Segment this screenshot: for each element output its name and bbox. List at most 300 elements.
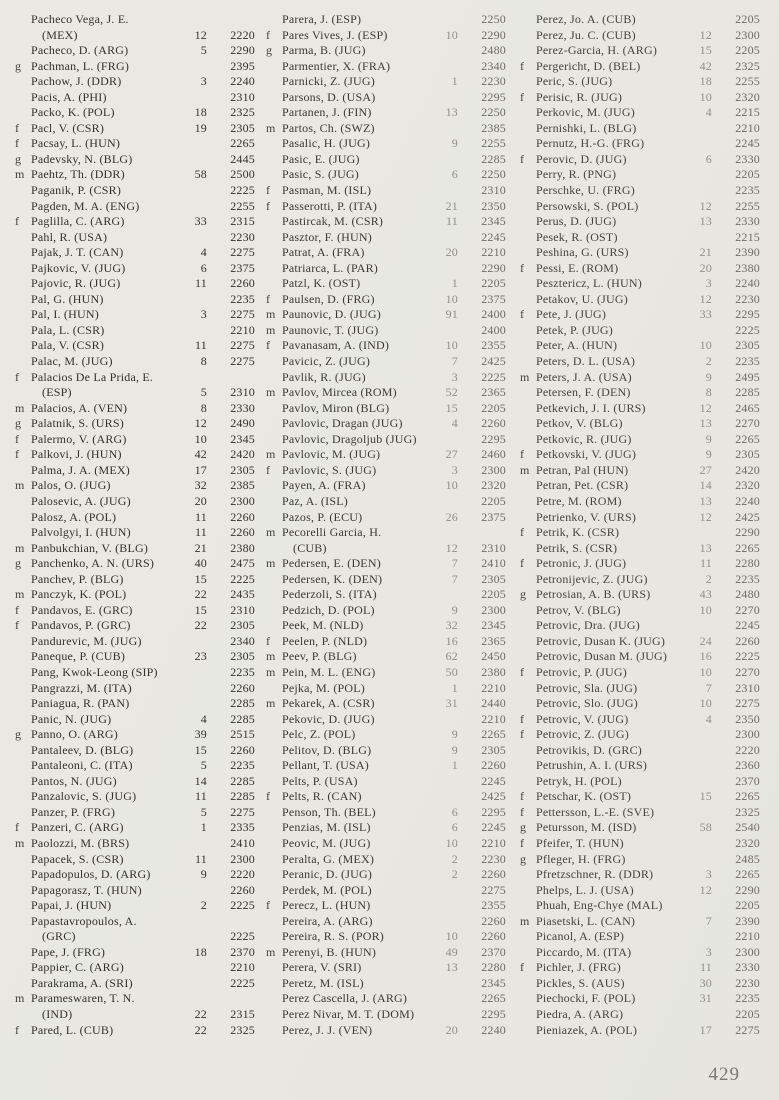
- rating-list-row: [15, 634, 255, 650]
- player-name: Pantaleev, D. (BLG): [31, 742, 134, 757]
- title-prefix: g: [15, 416, 22, 431]
- rating-list-row: [15, 541, 255, 557]
- player-name: Peric, S. (JUG): [536, 74, 613, 89]
- elo-rating: 2310: [230, 385, 255, 400]
- rating-list-row: [520, 12, 760, 28]
- elo-rating: 2320: [735, 835, 760, 850]
- elo-rating: 2410: [230, 835, 255, 850]
- rating-list-row: [15, 820, 255, 836]
- title-prefix: m: [266, 385, 276, 400]
- elo-rating: 2305: [735, 447, 760, 462]
- title-prefix: g: [15, 151, 22, 166]
- rating-list-row: [266, 618, 506, 634]
- elo-rating: 2270: [735, 416, 760, 431]
- elo-rating: 2540: [735, 820, 760, 835]
- rating-list-row: [520, 556, 760, 572]
- games-count: 3: [200, 307, 207, 322]
- elo-rating: 2255: [735, 198, 760, 213]
- games-count: 21: [699, 245, 712, 260]
- rating-list-row: [15, 478, 255, 494]
- elo-rating: 2275: [230, 307, 255, 322]
- player-name: Passerotti, P. (ITA): [282, 198, 378, 213]
- elo-rating: 2485: [735, 851, 760, 866]
- player-name: Petrik, K. (CSR): [536, 525, 620, 540]
- player-name: Pelts, P. (USA): [282, 773, 358, 788]
- games-count: 15: [699, 43, 712, 58]
- rating-list-row: [520, 261, 760, 277]
- rating-list-row: [15, 727, 255, 743]
- elo-rating: 2290: [481, 260, 506, 275]
- rating-list-row: [15, 774, 255, 790]
- elo-rating: 2425: [481, 354, 506, 369]
- elo-rating: 2260: [230, 680, 255, 695]
- rating-list-column-2: [266, 12, 506, 1038]
- rating-list-row: [520, 370, 760, 386]
- games-count: 40: [194, 556, 207, 571]
- player-name: Pfleger, H. (FRG): [536, 851, 626, 866]
- rating-list-row: [266, 401, 506, 417]
- games-count: 91: [445, 307, 458, 322]
- games-count: 9: [200, 867, 207, 882]
- player-name: Pessi, E. (ROM): [536, 260, 619, 275]
- player-name: Paniagua, R. (PAN): [31, 696, 130, 711]
- games-count: 10: [445, 291, 458, 306]
- rating-list-row: [520, 230, 760, 246]
- player-name: Pavlov, Miron (BLG): [282, 400, 390, 415]
- title-prefix: m: [266, 447, 276, 462]
- rating-list-row: [15, 74, 255, 90]
- games-count: 16: [699, 649, 712, 664]
- player-name: Perez-Garcia, H. (ARG): [536, 43, 658, 58]
- elo-rating: 2500: [230, 167, 255, 182]
- player-name: Pantaleoni, C. (ITA): [31, 758, 133, 773]
- elo-rating: 2260: [481, 929, 506, 944]
- rating-list-row: [520, 121, 760, 137]
- rating-list-row: [266, 338, 506, 354]
- rating-list-row: [15, 28, 255, 44]
- games-count: 9: [451, 136, 458, 151]
- title-prefix: m: [266, 525, 276, 540]
- rating-list-row: [266, 587, 506, 603]
- title-prefix: m: [520, 369, 530, 384]
- rating-list-row: [15, 136, 255, 152]
- elo-rating: 2310: [230, 602, 255, 617]
- elo-rating: 2370: [230, 944, 255, 959]
- elo-rating: 2440: [481, 696, 506, 711]
- elo-rating: 2265: [230, 136, 255, 151]
- player-name: Papadopulos, D. (ARG): [31, 867, 151, 882]
- games-count: 4: [200, 245, 207, 260]
- rating-list-row: [266, 603, 506, 619]
- elo-rating: 2260: [735, 633, 760, 648]
- games-count: 11: [700, 556, 712, 571]
- rating-list-row: [15, 789, 255, 805]
- title-prefix: f: [266, 198, 271, 213]
- elo-rating: 2245: [481, 229, 506, 244]
- rating-list-row: [266, 478, 506, 494]
- elo-rating: 2255: [735, 74, 760, 89]
- elo-rating: 2400: [481, 322, 506, 337]
- rating-list-row: [15, 323, 255, 339]
- elo-rating: 2260: [481, 913, 506, 928]
- player-name: Pelts, R. (CAN): [282, 789, 362, 804]
- elo-rating: 2275: [230, 245, 255, 260]
- player-name: Pacsay, L. (HUN): [31, 136, 121, 151]
- player-name: Panzer, P. (FRG): [31, 804, 116, 819]
- rating-list-row: [266, 370, 506, 386]
- games-count: 10: [194, 431, 207, 446]
- player-name: Petkovic, R. (JUG): [536, 431, 632, 446]
- title-prefix: f: [520, 664, 525, 679]
- title-prefix: m: [266, 649, 276, 664]
- games-count: 43: [699, 587, 712, 602]
- games-count: 12: [194, 416, 207, 431]
- elo-rating: 2245: [481, 820, 506, 835]
- rating-list-row: [15, 929, 255, 945]
- rating-list-row: [15, 883, 255, 899]
- games-count: 17: [699, 1022, 712, 1037]
- rating-list-row: [266, 385, 506, 401]
- player-name: Pasalic, H. (JUG): [282, 136, 371, 151]
- player-name: Perovic, D. (JUG): [536, 151, 627, 166]
- elo-rating: 2325: [230, 1022, 255, 1037]
- title-prefix: f: [520, 307, 525, 322]
- title-prefix: m: [15, 991, 25, 1006]
- elo-rating: 2390: [735, 913, 760, 928]
- games-count: 50: [445, 664, 458, 679]
- player-name: Pavlov, Mircea (ROM): [282, 385, 397, 400]
- elo-rating: 2410: [481, 556, 506, 571]
- player-name: Pelc, Z. (POL): [282, 727, 356, 742]
- elo-rating: 2350: [735, 711, 760, 726]
- title-prefix: m: [266, 944, 276, 959]
- games-count: 6: [200, 260, 207, 275]
- games-count: 7: [451, 354, 458, 369]
- player-name: Pazos, P. (ECU): [282, 509, 363, 524]
- games-count: 10: [445, 27, 458, 42]
- player-name: Pavlovic, M. (JUG): [282, 447, 381, 462]
- rating-list-row: [266, 354, 506, 370]
- player-name: Pete, J. (JUG): [536, 307, 607, 322]
- games-count: 22: [194, 587, 207, 602]
- player-name: Parsons, D. (USA): [282, 89, 376, 104]
- rating-list-row: [15, 572, 255, 588]
- rating-list-row: [520, 354, 760, 370]
- elo-rating: 2325: [735, 58, 760, 73]
- elo-rating: 2275: [735, 1022, 760, 1037]
- games-count: 32: [445, 618, 458, 633]
- player-name: Pal, I. (HUN): [31, 307, 99, 322]
- elo-rating: 2515: [230, 727, 255, 742]
- player-name: Pickles, S. (AUS): [536, 975, 625, 990]
- elo-rating: 2285: [230, 773, 255, 788]
- rating-list-row: [520, 478, 760, 494]
- games-count: 6: [451, 167, 458, 182]
- elo-rating: 2460: [481, 447, 506, 462]
- elo-rating: 2375: [481, 509, 506, 524]
- elo-rating: 2265: [735, 867, 760, 882]
- games-count: 18: [194, 944, 207, 959]
- rating-list-row: [15, 199, 255, 215]
- rating-list-row: [15, 665, 255, 681]
- rating-list-row: [15, 1023, 255, 1039]
- elo-rating: 2260: [481, 867, 506, 882]
- games-count: 7: [705, 913, 712, 928]
- elo-rating: 2210: [481, 245, 506, 260]
- player-name: Picanol, A. (ESP): [536, 929, 625, 944]
- elo-rating: 2210: [230, 322, 255, 337]
- elo-rating: 2330: [230, 400, 255, 415]
- rating-list-row: [266, 945, 506, 961]
- elo-rating: 2295: [481, 1007, 506, 1021]
- elo-rating: 2205: [481, 276, 506, 291]
- elo-rating: 2205: [735, 12, 760, 26]
- rating-list-row: [266, 758, 506, 774]
- elo-rating: 2210: [230, 960, 255, 975]
- rating-list-row: [266, 774, 506, 790]
- player-name: Parera, J. (ESP): [282, 12, 362, 26]
- rating-list-row: [520, 665, 760, 681]
- rating-list-row: [15, 43, 255, 59]
- elo-rating: 2225: [230, 898, 255, 913]
- elo-rating: 2210: [735, 120, 760, 135]
- player-name: Pajkovic, V. (JUG): [31, 260, 126, 275]
- title-prefix: f: [15, 1022, 20, 1037]
- player-name: Pajovic, R. (JUG): [31, 276, 121, 291]
- title-prefix: m: [266, 556, 276, 571]
- elo-rating: 2235: [230, 758, 255, 773]
- games-count: 13: [445, 960, 458, 975]
- rating-list-row: [15, 447, 255, 463]
- player-name: Pachow, J. (DDR): [31, 74, 122, 89]
- elo-rating: 2300: [230, 851, 255, 866]
- games-count: 9: [451, 602, 458, 617]
- title-prefix: f: [15, 214, 20, 229]
- rating-list-row: [15, 292, 255, 308]
- rating-list-row: [15, 618, 255, 634]
- player-name: Pacis, A. (PHI): [31, 89, 107, 104]
- rating-list-row: [520, 960, 760, 976]
- player-name: Petkovski, V. (JUG): [536, 447, 637, 462]
- player-name: Perkovic, M. (JUG): [536, 105, 635, 120]
- rating-list-row: [15, 758, 255, 774]
- elo-rating: 2260: [230, 509, 255, 524]
- rating-list-row: [520, 28, 760, 44]
- player-name: Pal, G. (HUN): [31, 291, 104, 306]
- games-count: 31: [445, 696, 458, 711]
- rating-list-row: [266, 510, 506, 526]
- rating-list-row: [15, 556, 255, 572]
- elo-rating: 2270: [735, 664, 760, 679]
- games-count: 11: [446, 214, 458, 229]
- player-name: Pergericht, D. (BEL): [536, 58, 641, 73]
- rating-list-row: [520, 525, 760, 541]
- player-name: Petran, Pal (HUN): [536, 462, 629, 477]
- title-prefix: g: [520, 587, 527, 602]
- player-name: Pelitov, D. (BLG): [282, 742, 372, 757]
- rating-list-row: [15, 214, 255, 230]
- games-count: 9: [451, 727, 458, 742]
- player-name: Pereira, R. S. (POR): [282, 929, 384, 944]
- elo-rating: 2225: [735, 649, 760, 664]
- rating-list-row: [520, 276, 760, 292]
- games-count: 11: [195, 851, 207, 866]
- games-count: 14: [194, 773, 207, 788]
- player-name: Paneque, P. (CUB): [31, 649, 126, 664]
- rating-list-row: [520, 774, 760, 790]
- games-count: 23: [194, 649, 207, 664]
- rating-list-row: [15, 805, 255, 821]
- games-count: 8: [200, 354, 207, 369]
- games-count: 9: [705, 447, 712, 462]
- rating-list-row: [520, 898, 760, 914]
- rating-list-row: [266, 167, 506, 183]
- rating-list-row: [15, 1007, 255, 1023]
- elo-rating: 2285: [230, 789, 255, 804]
- player-name: Paganik, P. (CSR): [31, 183, 122, 198]
- rating-list-row: [266, 556, 506, 572]
- rating-list-row: [15, 152, 255, 168]
- rating-list-row: [520, 90, 760, 106]
- rating-list-row: [15, 230, 255, 246]
- rating-list-row: [15, 167, 255, 183]
- player-name: Pellant, T. (USA): [282, 758, 369, 773]
- rating-list-row: [520, 681, 760, 697]
- title-prefix: f: [266, 291, 271, 306]
- games-count: 11: [700, 960, 712, 975]
- games-count: 30: [699, 975, 712, 990]
- player-name: Pavlovic, Dragan (JUG): [282, 416, 403, 431]
- rating-list-row: [266, 929, 506, 945]
- rating-list-row: [520, 541, 760, 557]
- player-name: Petrovic, Slo. (JUG): [536, 696, 638, 711]
- player-name: Palatnik, S. (URS): [31, 416, 124, 431]
- elo-rating: 2420: [230, 447, 255, 462]
- elo-rating: 2235: [735, 991, 760, 1006]
- player-name: Petek, P. (JUG): [536, 322, 613, 337]
- player-name: Perez Nivar, M. T. (DOM): [282, 1007, 415, 1021]
- player-name: Partanen, J. (FIN): [282, 105, 372, 120]
- elo-rating: 2240: [230, 74, 255, 89]
- rating-list-row: [15, 245, 255, 261]
- player-name: Paolozzi, M. (BRS): [31, 835, 130, 850]
- games-count: 1: [451, 680, 458, 695]
- player-name: Perenyi, B. (HUN): [282, 944, 377, 959]
- player-name: Pajak, J. T. (CAN): [31, 245, 124, 260]
- player-name: Patriarca, L. (PAR): [282, 260, 379, 275]
- rating-list-row: [266, 820, 506, 836]
- player-name: Pares Vives, J. (ESP): [282, 27, 388, 42]
- elo-rating: 2225: [735, 322, 760, 337]
- elo-rating: 2340: [230, 633, 255, 648]
- rating-list-row: [266, 136, 506, 152]
- elo-rating: 2305: [230, 120, 255, 135]
- elo-rating: 2250: [481, 167, 506, 182]
- player-name: Petrienko, V. (URS): [536, 509, 637, 524]
- player-name: Pieniazek, A. (POL): [536, 1022, 638, 1037]
- games-count: 10: [699, 89, 712, 104]
- rating-list-row: [520, 401, 760, 417]
- games-count: 11: [195, 338, 207, 353]
- player-name: Pared, L. (CUB): [31, 1022, 114, 1037]
- rating-list-row: [15, 121, 255, 137]
- games-count: 2: [451, 867, 458, 882]
- elo-rating: 2265: [735, 540, 760, 555]
- title-prefix: f: [520, 89, 525, 104]
- games-count: 4: [451, 416, 458, 431]
- player-name: Peovic, M. (JUG): [282, 835, 371, 850]
- player-name: Petschar, K. (OST): [536, 789, 632, 804]
- title-prefix: m: [15, 400, 25, 415]
- elo-rating: 2320: [735, 89, 760, 104]
- player-name: Pavlik, R. (JUG): [282, 369, 366, 384]
- rating-list-row: [15, 696, 255, 712]
- title-prefix: m: [15, 540, 25, 555]
- elo-rating: 2310: [735, 680, 760, 695]
- title-prefix: m: [266, 322, 276, 337]
- elo-rating: 2480: [481, 43, 506, 58]
- player-name: Perschke, U. (FRG): [536, 183, 635, 198]
- elo-rating: 2235: [735, 354, 760, 369]
- elo-rating: 2300: [735, 27, 760, 42]
- elo-rating: 2240: [481, 1022, 506, 1037]
- player-name: Partos, Ch. (SWZ): [282, 120, 375, 135]
- elo-rating: 2385: [481, 120, 506, 135]
- elo-rating: 2425: [735, 509, 760, 524]
- elo-rating: 2275: [230, 804, 255, 819]
- elo-rating: 2425: [481, 789, 506, 804]
- player-name: Pasztor, F. (HUN): [282, 229, 372, 244]
- player-name: Pang, Kwok-Leong (SIP): [31, 664, 158, 679]
- elo-rating: 2330: [735, 960, 760, 975]
- games-count: 21: [194, 540, 207, 555]
- rating-list-row: [15, 338, 255, 354]
- elo-rating: 2245: [735, 136, 760, 151]
- elo-rating: 2305: [735, 338, 760, 353]
- player-name: Paehtz, Th. (DDR): [31, 167, 125, 182]
- rating-list-row: [520, 323, 760, 339]
- rating-list-row: [15, 90, 255, 106]
- elo-rating: 2325: [735, 804, 760, 819]
- elo-rating: 2310: [481, 540, 506, 555]
- games-count: 1: [451, 758, 458, 773]
- rating-list-row: [266, 836, 506, 852]
- elo-rating: 2225: [481, 369, 506, 384]
- rating-list-row: [520, 183, 760, 199]
- elo-rating: 2345: [481, 975, 506, 990]
- games-count: 3: [705, 276, 712, 291]
- elo-rating: 2295: [735, 307, 760, 322]
- title-prefix: f: [520, 58, 525, 73]
- elo-rating: 2280: [481, 960, 506, 975]
- rating-list-row: [15, 432, 255, 448]
- title-prefix: m: [15, 835, 25, 850]
- player-name: Phelps, L. J. (USA): [536, 882, 634, 897]
- player-name: Pagden, M. A. (ENG): [31, 198, 140, 213]
- rating-list-row: [520, 447, 760, 463]
- elo-rating: 2270: [735, 602, 760, 617]
- rating-list-row: [266, 12, 506, 28]
- player-name: Paglilla, C. (ARG): [31, 214, 125, 229]
- rating-list-row: [520, 991, 760, 1007]
- rating-list-row: [15, 649, 255, 665]
- elo-rating: 2345: [481, 214, 506, 229]
- rating-list-row: [520, 59, 760, 75]
- rating-list-row: [266, 712, 506, 728]
- elo-rating: 2420: [735, 462, 760, 477]
- rating-list-row: [266, 28, 506, 44]
- elo-rating: 2220: [230, 27, 255, 42]
